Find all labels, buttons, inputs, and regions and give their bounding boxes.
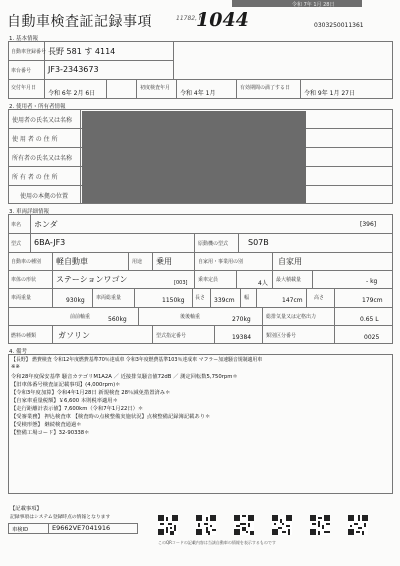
type-designation-label: 型式指定番号	[156, 333, 187, 339]
remark-line: 【走行距離計表示値】7,600km（令和7年1月22日）＊	[11, 406, 144, 412]
section3-heading: 3. 車両詳細情報	[9, 209, 49, 215]
vehicle-weight-label: 車両重量	[11, 295, 32, 301]
qr-caption: このQRコードの記載内容は当該自動車の情報を表示するものです	[158, 540, 276, 545]
issue-date-value: 令和 6年 2月 6日	[48, 90, 96, 97]
maker-value: ホンダ	[34, 220, 58, 229]
section2-heading: 2. 使用者・所有者情報	[9, 104, 66, 110]
displacement-value: 0.65 L	[360, 316, 379, 323]
fuel-type-value: ガソリン	[58, 331, 90, 340]
section1-heading: 1. 基本情報	[9, 36, 38, 42]
front-axle-label: 前前軸重	[70, 314, 91, 320]
remark-line: 【長野】 燃費検査 令和12年度燃費基準70％達成車 令和3年度燃費基準103％達成車 マフラー加速騒音規制適用車	[11, 357, 263, 363]
remark-line: 【受検形態】 継続検査通過＊	[11, 422, 82, 428]
vehicle-kind-value: 軽自動車	[56, 257, 88, 266]
body-shape-code: [003]	[174, 280, 188, 286]
capacity-value: 4人	[258, 280, 268, 287]
qr-code-icon	[272, 515, 292, 535]
vehicle-weight-value: 930kg	[66, 297, 85, 304]
remark-line: 【整備工場コード】32-90338＊	[11, 430, 90, 436]
displacement-label: 総排気量又は定格出力	[266, 314, 317, 320]
max-load-label: 最大積載量	[276, 277, 302, 283]
length-value: 339cm	[214, 297, 235, 304]
gross-weight-label: 車両総重量	[96, 295, 122, 301]
body-shape-label: 車体の形状	[11, 277, 37, 283]
remark-line: 【自家車重量税額】￥6,600 本則税率適用＊	[11, 398, 118, 404]
footer-heading: 【記載事項】	[10, 506, 42, 512]
registration-value: 長野 581 す 4114	[48, 47, 116, 56]
remark-line: 令和28年度保安基準 騒音カテゴリM1A2A ／ 近接排気騒音値72dB ／ 測定回転数5,750rpm＊	[11, 374, 238, 380]
handwritten-note-small: 11782, N	[176, 15, 204, 22]
remark-line: ※※	[11, 364, 20, 370]
maker-code: [396]	[360, 221, 377, 228]
vehicle-kind-label: 自動車の種別	[11, 259, 42, 265]
vehicle-id-label: 車検ID	[12, 527, 29, 533]
width-label: 幅	[244, 295, 250, 301]
qr-code-icon	[234, 515, 254, 535]
expiry-label: 有効期間の満了する日	[240, 85, 291, 91]
model-value: 6BA-JF3	[34, 238, 66, 247]
model-label: 型式	[11, 241, 22, 247]
base-location-label: 使用の本拠の位置	[20, 193, 69, 200]
handwritten-number: 1044	[196, 9, 249, 31]
private-business-value: 自家用	[278, 257, 302, 266]
remark-line: 【受審業務】 押込検査車 【検査時の点検整備実施状況】点検整備記録簿記載あり＊	[11, 414, 211, 420]
fuel-type-label: 燃料の種類	[11, 333, 37, 339]
owner-address-label: 所 有 者 の 住 所	[12, 174, 58, 181]
front-axle-value: 560kg	[108, 316, 127, 323]
height-value: 179cm	[362, 297, 383, 304]
footer-note: 記録事項はシステム登録時点の情報となります	[10, 515, 111, 520]
body-shape-value: ステーションワゴン	[56, 275, 128, 284]
gross-weight-value: 1150kg	[162, 297, 185, 304]
top-strip-date: 令和 7年 1月 28日	[292, 2, 335, 8]
rear-axle-label: 後後軸重	[180, 314, 201, 320]
engine-model-label: 原動機の型式	[198, 241, 229, 247]
type-designation-value: 19384	[232, 334, 252, 341]
registration-label: 自動車登録番号	[11, 49, 47, 55]
qr-code-icon	[158, 515, 178, 535]
rear-axle-value: 270kg	[232, 316, 251, 323]
width-value: 147cm	[282, 297, 303, 304]
chassis-label: 車台番号	[11, 68, 32, 74]
owner-name-label: 所有者の氏名又は名称	[12, 155, 73, 162]
remark-line: 【旧車体番号検査証記載事項】(4,000rpm)＊	[11, 382, 121, 388]
category-number-value: 0025	[364, 334, 380, 341]
max-load-value: - kg	[366, 278, 378, 285]
first-registration-value: 令和 4年 1月	[180, 90, 216, 97]
chassis-value: JF3-2343673	[48, 65, 99, 74]
private-business-label: 自家用・事業用の別	[198, 259, 244, 265]
length-label: 長さ	[195, 295, 206, 301]
section4-heading: 4. 備考	[9, 349, 27, 355]
redacted-owner-info	[82, 111, 306, 203]
expiry-value: 令和 9年 1月 27日	[304, 90, 355, 97]
qr-code-icon	[348, 515, 368, 535]
use-value: 乗用	[156, 257, 172, 266]
remark-line: 【令和3年度加算】令和4年1月28日 新規検査 28％減免措置済み＊	[11, 390, 171, 396]
user-address-label: 使 用 者 の 住 所	[12, 136, 58, 143]
qr-code-icon	[310, 515, 330, 535]
document-title: 自動車検査証記録事項	[7, 14, 152, 30]
user-name-label: 使用者の氏名又は名称	[12, 117, 73, 124]
first-registration-label: 初度検査年月	[140, 85, 171, 91]
use-label: 用途	[132, 259, 143, 265]
maker-label: 車名	[11, 222, 22, 228]
engine-model-value: S07B	[248, 238, 269, 247]
issue-date-label: 交付年月日	[11, 85, 37, 91]
capacity-label: 乗車定員	[198, 277, 219, 283]
category-number-label: 類別区分番号	[266, 333, 297, 339]
qr-code-icon	[196, 515, 216, 535]
vehicle-id-value: E9662VE7041916	[52, 524, 111, 532]
document-number: 0303250011361	[314, 22, 364, 29]
height-label: 高さ	[314, 295, 325, 301]
